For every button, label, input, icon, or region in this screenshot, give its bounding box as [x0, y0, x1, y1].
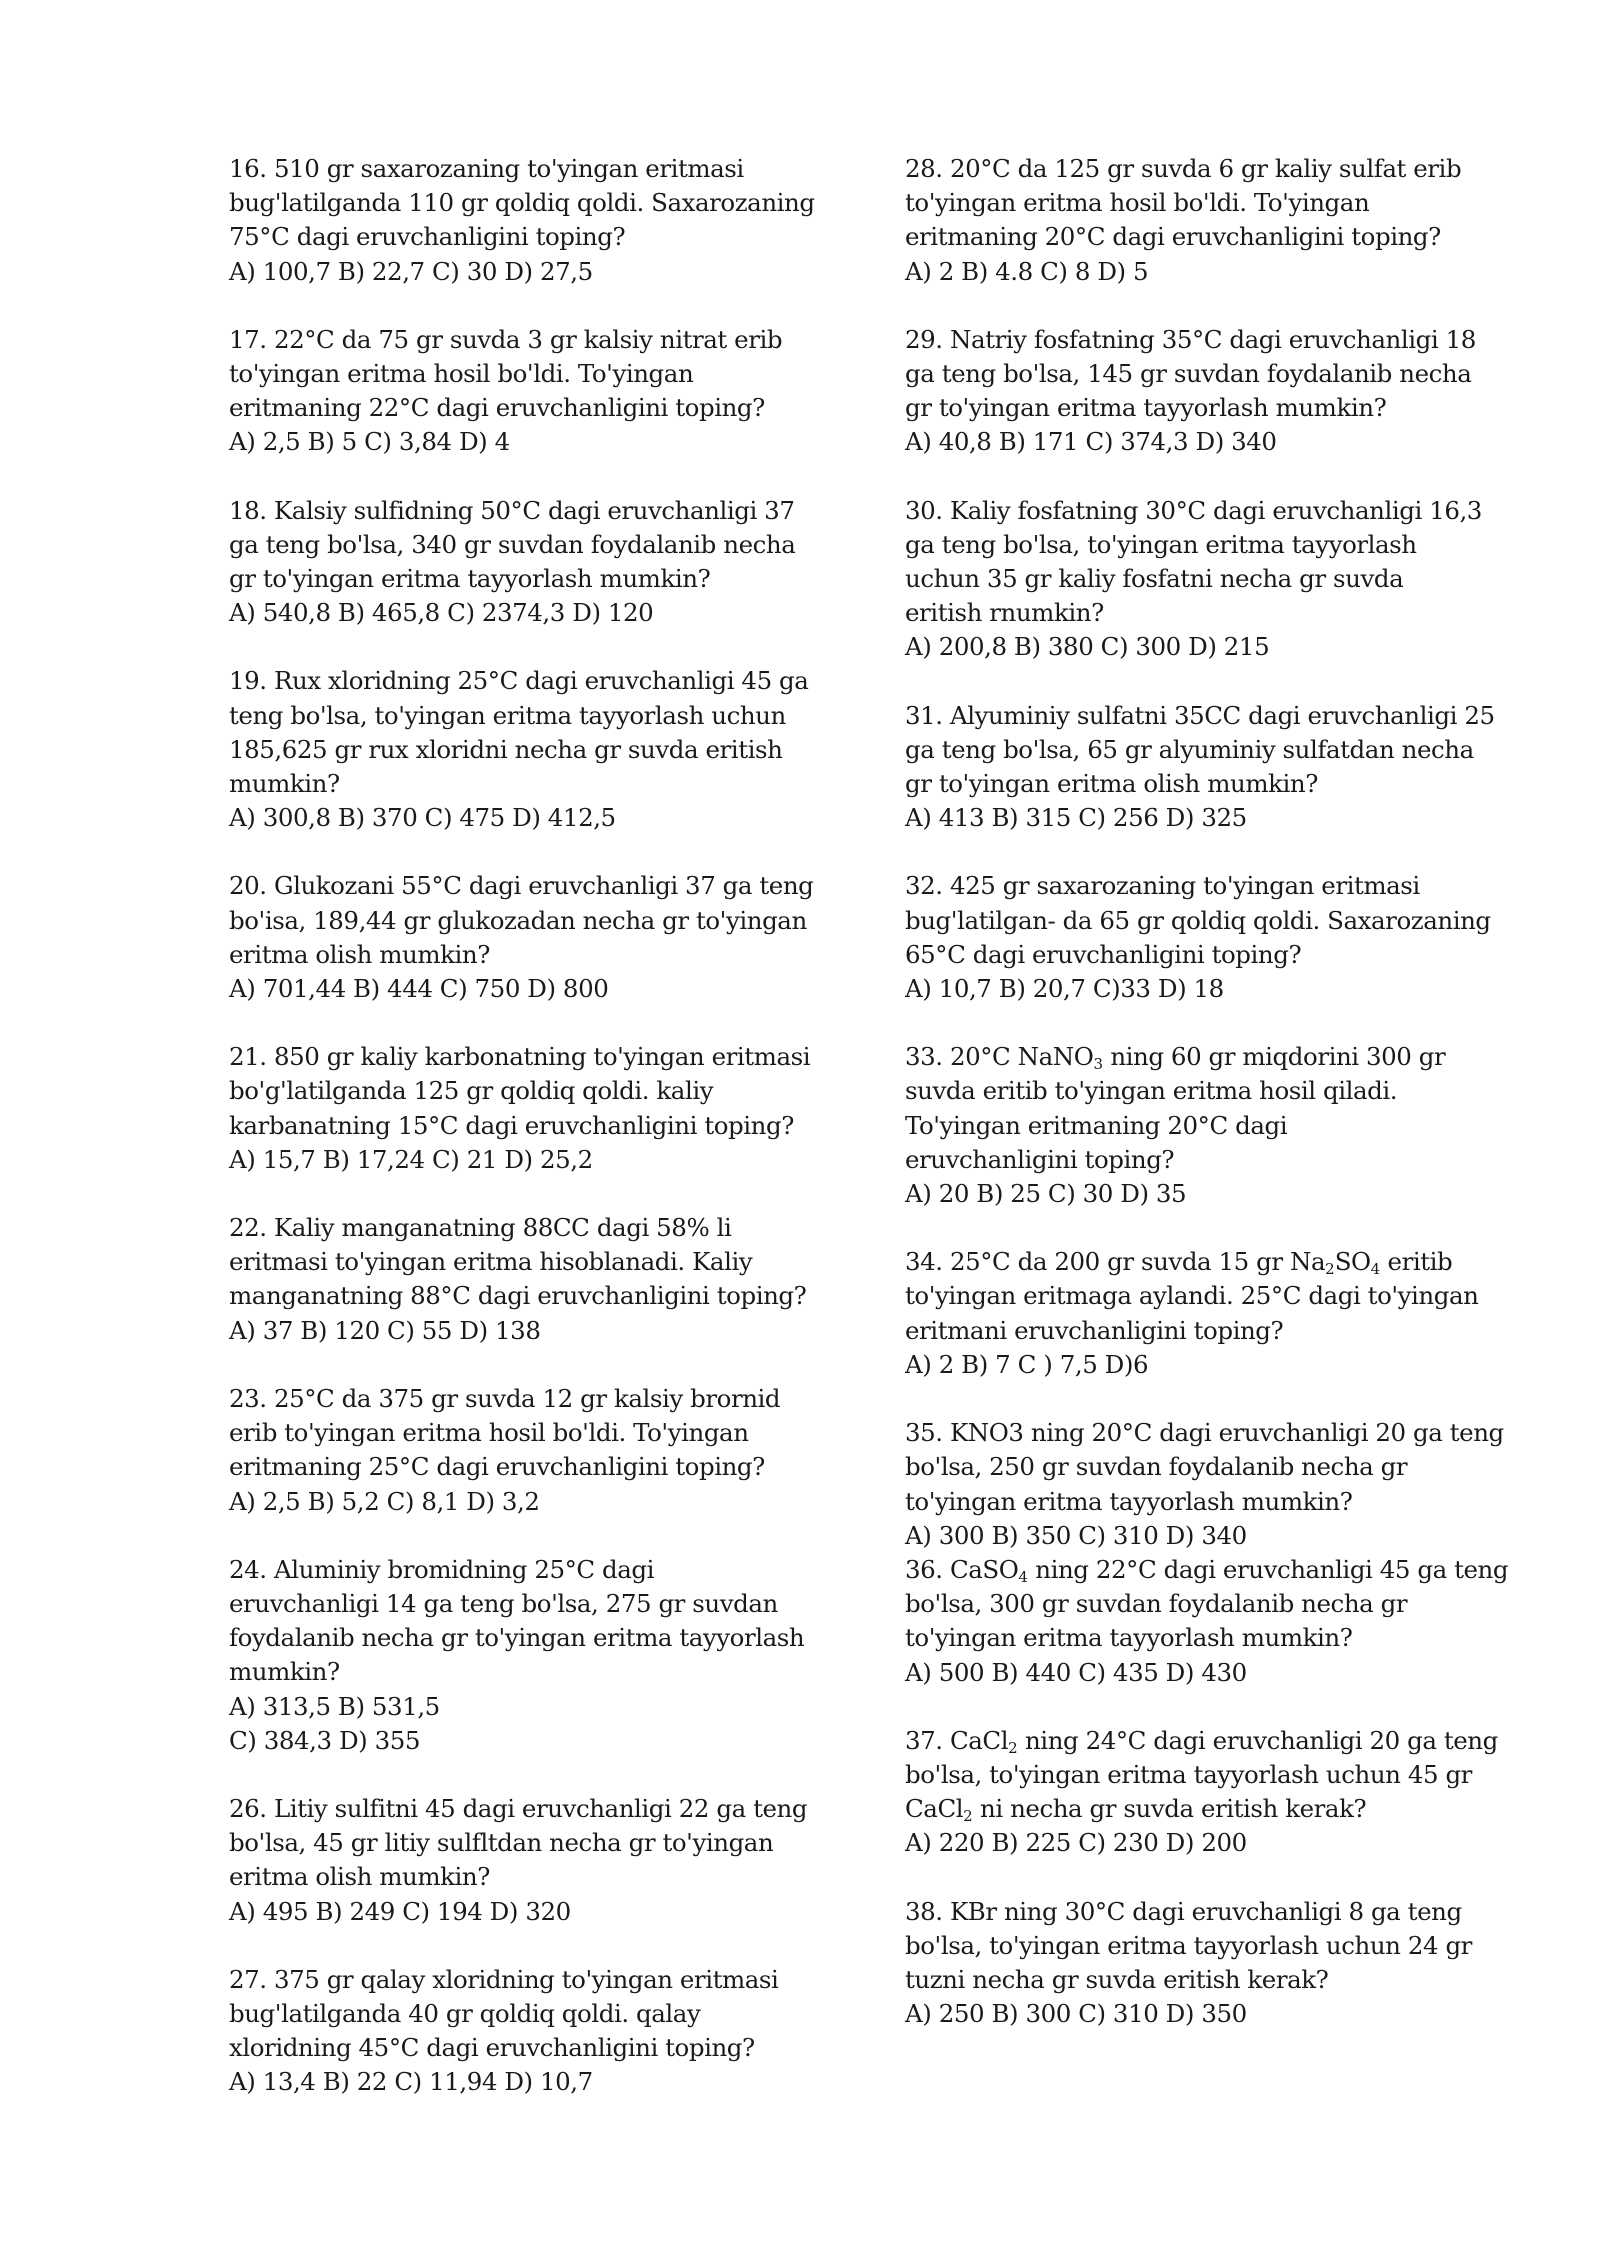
text-fragment: 37. CaCl [905, 1725, 1009, 1755]
question-26 [229, 1792, 829, 1929]
question-text-line: To'yingan eritmaning 20°C dagi [905, 1110, 1288, 1140]
answer-options: A) 500 B) 440 C) 435 D) 430 [905, 1657, 1247, 1687]
question-16 [229, 152, 829, 289]
question-27 [229, 1963, 829, 2100]
text-fragment: ni necha gr suvda eritish kerak? [972, 1794, 1367, 1824]
text-fragment: ning 60 gr miqdorini 300 gr [1102, 1042, 1446, 1072]
question-36 [905, 1553, 1509, 1690]
formula-subscript: 4 [1018, 1567, 1028, 1586]
question-text-line: to'yingan eritma tayyorlash mumkin? [905, 1623, 1353, 1653]
question-31 [905, 699, 1505, 836]
question-text-line: 26. Litiy sulfitni 45 dagi eruvchanligi 22 ga teng [229, 1793, 808, 1823]
question-37 [905, 1724, 1505, 1861]
question-22 [229, 1211, 829, 1348]
question-23 [229, 1382, 829, 1519]
question-text-line: 29. Natriy fosfatning 35°C dagi eruvchanligi 18 [905, 324, 1476, 354]
question-38 [905, 1895, 1505, 2032]
question-text-line: ga teng bo'lsa, to'yingan eritma tayyorlash [905, 529, 1417, 559]
question-text-line: 28. 20°C da 125 gr suvda 6 gr kaliy sulfat erib [905, 154, 1462, 183]
question-text-line: eruvchanligini toping? [905, 1144, 1175, 1174]
question-text-line: 18. Kalsiy sulfidning 50°C dagi eruvchanligi 37 [229, 495, 795, 525]
answer-options: A) 100,7 B) 22,7 C) 30 D) 27,5 [229, 256, 593, 286]
question-20 [229, 869, 829, 1006]
question-text-line: bo'g'latilganda 125 gr qoldiq qoldi. kaliy [229, 1076, 714, 1106]
question-text-line: gr to'yingan eritma tayyorlash mumkin? [905, 393, 1387, 423]
answer-options: A) 15,7 B) 17,24 C) 21 D) 25,2 [229, 1144, 593, 1174]
question-34 [905, 1245, 1505, 1382]
question-text-line: 16. 510 gr saxarozaning to'yingan eritmasi [229, 154, 744, 183]
question-text-line: 30. Kaliy fosfatning 30°C dagi eruvchanligi 16,3 [905, 495, 1482, 525]
question-text-line: gr to'yingan eritma tayyorlash mumkin? [229, 564, 711, 594]
text-fragment: 36. CaSO [905, 1554, 1019, 1584]
question-text-line: 35. KNO3 ning 20°C dagi eruvchanligi 20 ga teng [905, 1418, 1504, 1448]
question-33 [905, 1040, 1505, 1211]
question-text-line: to'yingan eritma hosil bo'ldi. To'yingan [229, 359, 694, 389]
text-fragment: ning 24°C dagi eruvchanligi 20 ga teng [1017, 1725, 1498, 1755]
question-29 [905, 323, 1505, 460]
question-text-line: to'yingan eritmaga aylandi. 25°C dagi to'yingan [905, 1281, 1479, 1311]
question-text-line: 31. Alyuminiy sulfatni 35CC dagi eruvchanligi 25 [905, 700, 1495, 730]
question-text-line: tuzni necha gr suvda eritish kerak? [905, 1964, 1329, 1994]
question-text-line: mumkin? [229, 769, 340, 799]
question-text-line: 65°C dagi eruvchanligini toping? [905, 939, 1302, 969]
question-text-line: ga teng bo'lsa, 340 gr suvdan foydalanib necha [229, 529, 796, 559]
question-text-line: gr to'yingan eritma olish mumkin? [905, 769, 1318, 799]
answer-options: A) 300 B) 350 C) 310 D) 340 [905, 1520, 1247, 1550]
answer-options: C) 384,3 D) 355 [229, 1725, 421, 1755]
answer-options: A) 540,8 B) 465,8 C) 2374,3 D) 120 [229, 598, 654, 628]
question-text-line: eritma olish mumkin? [229, 1862, 490, 1892]
answer-options: A) 2,5 B) 5,2 C) 8,1 D) 3,2 [229, 1486, 540, 1516]
text-fragment: 33. 20°C NaNO [905, 1042, 1094, 1072]
formula-subscript: 2 [1325, 1260, 1335, 1279]
answer-options: A) 250 B) 300 C) 310 D) 350 [905, 1999, 1247, 2029]
answer-options: A) 495 B) 249 C) 194 D) 320 [229, 1896, 571, 1926]
question-text-line: to'yingan eritma tayyorlash mumkin? [905, 1486, 1353, 1516]
question-text-line: ga teng bo'lsa, 145 gr suvdan foydalanib necha [905, 359, 1472, 389]
question-text-line: foydalanib necha gr to'yingan eritma tayyorlash [229, 1623, 805, 1653]
question-text-line: mumkin? [229, 1657, 340, 1687]
question-32 [905, 869, 1505, 1006]
question-text-line: bo'lsa, 250 gr suvdan foydalanib necha gr [905, 1452, 1408, 1482]
question-text-line [905, 1553, 1509, 1587]
question-text-line: 75°C dagi eruvchanligini toping? [229, 222, 626, 252]
question-21 [229, 1040, 829, 1177]
answer-options: A) 20 B) 25 C) 30 D) 35 [905, 1179, 1187, 1209]
question-text-line: karbanatning 15°C dagi eruvchanligini toping? [229, 1110, 794, 1140]
question-text-line: bo'lsa, to'yingan eritma tayyorlash uchun 45 gr [905, 1759, 1472, 1789]
left-column [229, 152, 829, 2134]
question-text-line: bo'lsa, to'yingan eritma tayyorlash uchun 24 gr [905, 1930, 1472, 1960]
text-fragment: 34. 25°C da 200 gr suvda 15 gr Na [905, 1247, 1326, 1277]
question-text-line: 32. 425 gr saxarozaning to'yingan eritmasi [905, 871, 1420, 901]
question-text-line: eritma olish mumkin? [229, 939, 490, 969]
question-text-line: to'yingan eritma hosil bo'ldi. To'yingan [905, 188, 1370, 218]
question-text-line: eritmani eruvchanligini toping? [905, 1315, 1284, 1345]
text-fragment: SO [1334, 1247, 1371, 1277]
question-text-line [905, 1040, 1505, 1074]
question-text-line: bug'latilganda 110 gr qoldiq qoldi. Saxarozaning [229, 188, 815, 218]
answer-options: A) 220 B) 225 C) 230 D) 200 [905, 1828, 1247, 1858]
question-35 [905, 1416, 1505, 1553]
answer-options: A) 10,7 B) 20,7 C)33 D) 18 [905, 974, 1224, 1004]
question-text-line: 185,625 gr rux xloridni necha gr suvda eritish [229, 734, 783, 764]
question-text-line: 24. Aluminiy bromidning 25°C dagi [229, 1554, 655, 1584]
text-fragment: ning 22°C dagi eruvchanligi 45 ga teng [1027, 1554, 1509, 1584]
question-text-line: bo'lsa, 300 gr suvdan foydalanib necha gr [905, 1589, 1408, 1619]
question-text-line: eritmaning 22°C dagi eruvchanligini toping? [229, 393, 765, 423]
question-text-line: eruvchanligi 14 ga teng bo'lsa, 275 gr suvdan [229, 1588, 778, 1618]
question-19 [229, 664, 829, 835]
question-text-line [905, 1245, 1505, 1279]
question-text-line: eritmasi to'yingan eritma hisoblanadi. Kaliy [229, 1247, 753, 1277]
formula-subscript: 2 [963, 1807, 973, 1826]
question-18 [229, 494, 829, 631]
question-text-line: 20. Glukozani 55°C dagi eruvchanligi 37 ga teng [229, 871, 814, 901]
right-column [905, 152, 1509, 2065]
formula-subscript: 4 [1370, 1260, 1381, 1279]
question-text-line: bo'isa, 189,44 gr glukozadan necha gr to'yingan [229, 905, 807, 935]
question-text-line: ga teng bo'lsa, 65 gr alyuminiy sulfatdan necha [905, 734, 1474, 764]
question-text-line [905, 1724, 1505, 1758]
answer-options: A) 200,8 B) 380 C) 300 D) 215 [905, 632, 1270, 662]
question-text-line: erib to'yingan eritma hosil bo'ldi. To'yingan [229, 1418, 749, 1448]
question-17 [229, 323, 829, 460]
question-text-line: eritmaning 25°C dagi eruvchanligini toping? [229, 1452, 765, 1482]
answer-options: A) 2,5 B) 5 C) 3,84 D) 4 [229, 427, 510, 457]
text-fragment: eritib [1380, 1247, 1453, 1277]
answer-options: A) 701,44 B) 444 C) 750 D) 800 [229, 974, 609, 1004]
question-28 [905, 152, 1505, 289]
answer-options: A) 37 B) 120 C) 55 D) 138 [229, 1315, 541, 1345]
answer-options: A) 13,4 B) 22 C) 11,94 D) 10,7 [229, 2067, 593, 2097]
question-text-line: eritmaning 20°C dagi eruvchanligini toping? [905, 222, 1441, 252]
question-text-line: bug'latilgan- da 65 gr qoldiq qoldi. Saxarozaning [905, 905, 1491, 935]
answer-options: A) 300,8 B) 370 C) 475 D) 412,5 [229, 803, 616, 833]
question-text-line: manganatning 88°C dagi eruvchanligini toping? [229, 1281, 807, 1311]
formula-subscript: 2 [1008, 1738, 1018, 1757]
question-text-line [905, 1792, 1505, 1826]
question-text-line: suvda eritib to'yingan eritma hosil qiladi. [905, 1076, 1398, 1106]
question-text-line: bo'lsa, 45 gr litiy sulfltdan necha gr to'yingan [229, 1828, 774, 1858]
question-text-line: bug'latilganda 40 gr qoldiq qoldi. qalay [229, 1998, 701, 2028]
question-text-line: teng bo'lsa, to'yingan eritma tayyorlash uchun [229, 700, 786, 730]
question-text-line: 27. 375 gr qalay xloridning to'yingan eritmasi [229, 1964, 779, 1994]
answer-options: A) 413 B) 315 C) 256 D) 325 [905, 803, 1247, 833]
question-text-line: 19. Rux xloridning 25°C dagi eruvchanligi 45 ga [229, 666, 809, 696]
answer-options: A) 313,5 B) 531,5 [229, 1691, 440, 1721]
answer-options: A) 2 B) 7 C ) 7,5 D)6 [905, 1349, 1149, 1379]
question-text-line: 21. 850 gr kaliy karbonatning to'yingan eritmasi [229, 1042, 811, 1072]
question-text-line: 22. Kaliy manganatning 88CC dagi 58% li [229, 1213, 732, 1243]
answer-options: A) 40,8 B) 171 C) 374,3 D) 340 [905, 427, 1277, 457]
question-text-line: eritish rnumkin? [905, 598, 1104, 628]
question-text-line: 38. KBr ning 30°C dagi eruvchanligi 8 ga teng [905, 1896, 1462, 1926]
question-24 [229, 1553, 829, 1758]
question-30 [905, 494, 1505, 665]
answer-options: A) 2 B) 4.8 C) 8 D) 5 [905, 256, 1149, 286]
question-text-line: 17. 22°C da 75 gr suvda 3 gr kalsiy nitrat erib [229, 324, 783, 354]
text-fragment: CaCl [905, 1794, 964, 1824]
question-text-line: 23. 25°C da 375 gr suvda 12 gr kalsiy brornid [229, 1383, 781, 1413]
question-text-line: uchun 35 gr kaliy fosfatni necha gr suvda [905, 564, 1404, 594]
formula-subscript: 3 [1093, 1055, 1103, 1074]
question-text-line: xloridning 45°C dagi eruvchanligini toping? [229, 2033, 755, 2063]
